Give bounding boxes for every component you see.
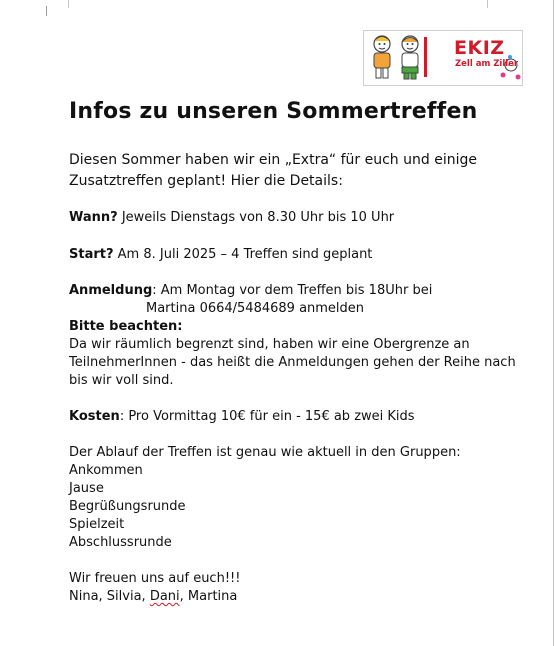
closing-line: Wir freuen uns auf euch!!! bbox=[69, 571, 241, 586]
document-title: Infos zu unseren Sommertreffen bbox=[69, 99, 478, 124]
schedule-item: Spielzeit bbox=[69, 517, 125, 532]
note-line-2: TeilnehmerInnen - das heißt die Anmeldungen gehen der Reihe nach bbox=[69, 355, 516, 370]
start-line bbox=[69, 247, 372, 262]
costs-text: : Pro Vormittag 10€ für ein - 15€ ab zwei Kids bbox=[119, 409, 415, 424]
registration-line-2: Martina 0664/5484689 anmelden bbox=[146, 301, 365, 316]
name-dani-spellcheck: Dani bbox=[149, 589, 180, 604]
note-line-1: Da wir räumlich begrenzt sind, haben wir eine Obergrenze an bbox=[69, 337, 470, 352]
when-line bbox=[69, 210, 394, 225]
start-text: Am 8. Juli 2025 – 4 Treffen sind geplant bbox=[113, 247, 373, 262]
costs-label: Kosten bbox=[69, 409, 120, 424]
registration-text: : Am Montag vor dem Treffen bis 18Uhr bei bbox=[152, 283, 433, 298]
signature-names bbox=[69, 589, 237, 604]
schedule-intro: Der Ablauf der Treffen ist genau wie aktuell in den Gruppen: bbox=[69, 445, 461, 460]
intro-line-2: Zusatztreffen geplant! Hier die Details: bbox=[69, 173, 343, 189]
when-label: Wann? bbox=[69, 210, 118, 225]
schedule-item: Begrüßungsrunde bbox=[69, 499, 186, 514]
when-text: Jeweils Dienstags von 8.30 Uhr bis 10 Uhr bbox=[117, 210, 395, 225]
intro-line-1: Diesen Sommer haben wir ein „Extra“ für euch und einige bbox=[69, 152, 477, 168]
start-label: Start? bbox=[69, 247, 114, 262]
margin-mark-right bbox=[487, 0, 488, 8]
registration-line bbox=[69, 283, 432, 298]
costs-line bbox=[69, 409, 415, 424]
margin-mark-left bbox=[68, 0, 69, 8]
names-part-1: Nina, Silvia, bbox=[69, 589, 150, 604]
text-cursor bbox=[46, 6, 47, 16]
names-part-2: , Martina bbox=[179, 589, 238, 604]
registration-label: Anmeldung bbox=[69, 283, 153, 298]
note-line-3: bis wir voll sind. bbox=[69, 373, 174, 388]
schedule-item: Abschlussrunde bbox=[69, 535, 172, 550]
logo-name: EKIZ bbox=[454, 37, 505, 59]
logo-subtitle: Zell am Ziller bbox=[455, 59, 519, 69]
schedule-item: Jause bbox=[69, 481, 104, 496]
schedule-item: Ankommen bbox=[69, 463, 143, 478]
note-label: Bitte beachten: bbox=[69, 319, 183, 334]
ekiz-logo bbox=[363, 30, 523, 86]
